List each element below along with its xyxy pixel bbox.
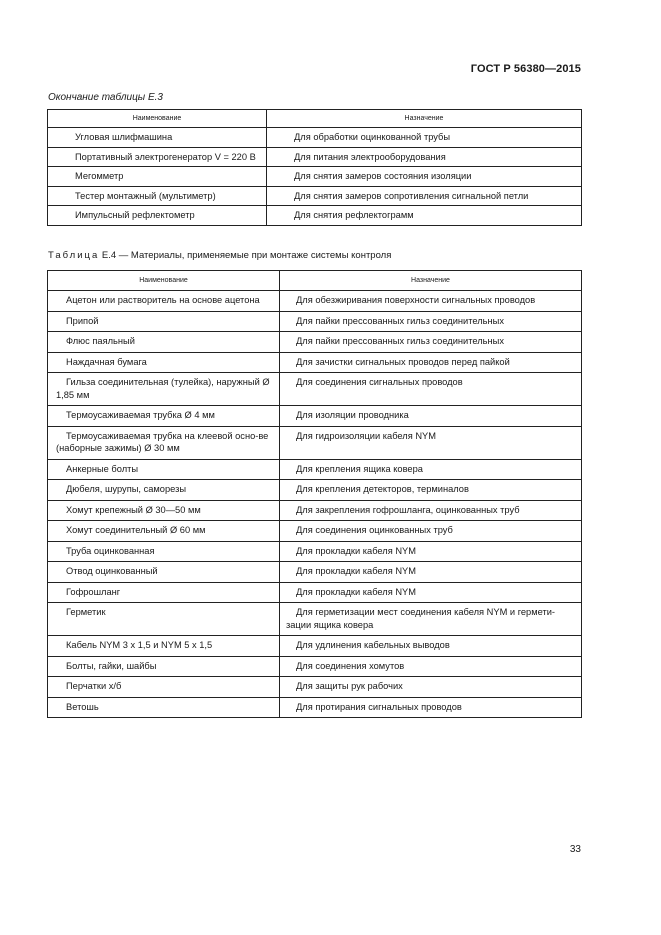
cell-name-text: Гофрошланг [66,586,121,597]
cell-purpose-text: Для гидроизоляции кабеля NYM [296,430,436,441]
cell-name [48,206,267,226]
table-header-row [48,110,582,128]
cell-name-text: Тестер монтажный (мультиметр) [75,190,216,201]
cell-name [48,697,280,718]
cell-purpose [280,521,582,542]
cell-name-text: Мегомметр [75,171,124,182]
table-row [48,541,582,562]
cell-name-text: Ветошь [66,701,99,712]
cell-purpose [280,603,582,636]
table-row [48,459,582,480]
cell-name-text: Герметик [66,607,106,617]
cell-purpose [280,426,582,459]
table-row [48,582,582,603]
table-row [48,291,582,312]
cell-name-text: Наждачная бумага [66,356,147,367]
cell-name-text: Термоусаживаемая трубка на клеевой осно-ве (наборные зажимы) Ø 30 мм [56,430,269,453]
cell-purpose [280,500,582,521]
table-row [48,186,582,206]
cell-name [48,562,280,583]
cell-name [48,480,280,501]
cell-name-text: Кабель NYM 3 х 1,5 и NYM 5 х 1,5 [66,640,213,650]
table-row [48,426,582,459]
cell-purpose-text: Для соединения хомутов [296,660,405,671]
cell-purpose [280,562,582,583]
tools-table [47,109,582,226]
cell-purpose-text: Для зачистки сигнальных проводов перед пайкой [296,356,510,367]
cell-name [48,186,267,206]
cell-purpose [280,459,582,480]
cell-purpose-text: Для прокладки кабеля NYM [296,545,416,556]
cell-name-text: Термоусаживаемая трубка Ø 4 мм [66,410,215,420]
table-e4-caption [48,250,391,261]
cell-name [48,500,280,521]
cell-purpose [280,373,582,406]
cell-name-text: Портативный электрогенератор V = 220 В [75,151,256,162]
cell-purpose [280,352,582,373]
cell-purpose-text: Для обезжиривания поверхности сигнальных проводов [296,295,536,305]
table-row [48,167,582,187]
column-header-name: Наименование [48,271,280,291]
table-row [48,128,582,148]
cell-purpose [280,582,582,603]
table-row [48,656,582,677]
cell-purpose-text: Для закрепления гофрошланга, оцинкованных труб [296,504,520,515]
cell-name [48,603,280,636]
cell-name [48,128,267,148]
cell-name-text: Ацетон или растворитель на основе ацетона [66,295,260,305]
cell-purpose-text: Для соединения оцинкованных труб [296,525,453,535]
cell-name [48,656,280,677]
cell-name [48,541,280,562]
cell-purpose [280,656,582,677]
table-title: — Материалы, применяемые при монтаже системы контроля [118,250,392,261]
column-header-purpose: Назначение [267,110,582,128]
cell-name [48,291,280,312]
cell-purpose-text: Для снятия замеров состояния изоляции [294,171,472,182]
table-row [48,147,582,167]
cell-name-text: Труба оцинкованная [66,545,155,556]
cell-name-text: Импульсный рефлектометр [75,210,195,221]
cell-name-text: Хомут крепежный Ø 30—50 мм [66,504,201,515]
cell-name-text: Дюбеля, шурупы, саморезы [66,484,187,494]
table-row [48,352,582,373]
table-header-row [48,271,582,291]
cell-purpose-text: Для обработки оцинкованной трубы [294,132,451,143]
cell-purpose [280,541,582,562]
cell-name-text: Угловая шлифмашина [75,132,173,143]
cell-name-text: Анкерные болты [66,463,139,474]
cell-name [48,426,280,459]
cell-purpose-text: Для снятия рефлектограмм [294,210,414,221]
cell-purpose [280,480,582,501]
cell-purpose-text: Для крепления детекторов, терминалов [296,484,469,494]
table-row [48,500,582,521]
cell-purpose [267,167,582,187]
cell-purpose [280,311,582,332]
cell-name [48,677,280,698]
cell-name-text: Хомут соединительный Ø 60 мм [66,525,206,535]
cell-name-text: Припой [66,315,99,326]
cell-name [48,373,280,406]
cell-purpose-text: Для защиты рук рабочих [296,681,403,691]
cell-purpose-text: Для удлинения кабельных выводов [296,640,450,650]
table-row [48,206,582,226]
cell-purpose [280,291,582,312]
cell-purpose-text: Для протирания сигнальных проводов [296,701,462,712]
cell-purpose [267,128,582,148]
table-row [48,480,582,501]
table-row [48,406,582,427]
materials-table [47,270,582,718]
cell-purpose [280,406,582,427]
table-row [48,311,582,332]
cell-purpose [267,206,582,226]
table-row [48,332,582,353]
cell-purpose-text: Для снятия замеров сопротивления сигнальной петли [294,190,529,201]
cell-purpose-text: Для изоляции проводника [296,410,409,420]
table-row [48,677,582,698]
cell-name [48,311,280,332]
table-label: Таблица [48,250,100,261]
table-row [48,636,582,657]
cell-purpose-text: Для прокладки кабеля NYM [296,566,416,576]
cell-name [48,352,280,373]
column-header-purpose: Назначение [280,271,582,291]
cell-purpose-text: Для пайки прессованных гильз соединительных [296,315,504,326]
cell-name [48,406,280,427]
cell-name [48,582,280,603]
cell-purpose [280,697,582,718]
cell-purpose-text: Для прокладки кабеля NYM [296,586,416,597]
page-number: 33 [569,844,581,855]
cell-name-text: Болты, гайки, шайбы [66,660,157,671]
standard-designation: ГОСТ Р 56380—2015 [470,63,581,75]
table-number: Е.4 [101,250,117,261]
cell-purpose [280,636,582,657]
cell-name-text: Гильза соединительная (тулейка), наружный Ø 1,85 мм [56,377,270,400]
cell-name [48,459,280,480]
cell-purpose [280,332,582,353]
cell-purpose-text: Для соединения сигнальных проводов [296,377,463,387]
cell-purpose-text: Для герметизации мест соединения кабеля NYM и гермети-зации ящика ковера [286,607,556,630]
cell-purpose-text: Для питания электрооборудования [294,151,446,162]
cell-name-text: Отвод оцинкованный [66,566,158,576]
cell-purpose [280,677,582,698]
cell-name [48,332,280,353]
cell-name-text: Флюс паяльный [66,336,135,346]
column-header-name: Наименование [48,110,267,128]
cell-purpose-text: Для крепления ящика ковера [296,463,423,474]
table-row [48,521,582,542]
cell-name [48,147,267,167]
cell-name [48,636,280,657]
cell-purpose-text: Для пайки прессованных гильз соединительных [296,336,504,346]
table-e3-continuation-caption: Окончание таблицы Е.3 [48,92,163,103]
cell-name-text: Перчатки х/б [66,681,122,691]
cell-name [48,521,280,542]
table-row [48,603,582,636]
table-row [48,562,582,583]
cell-purpose [267,147,582,167]
table-row [48,373,582,406]
cell-purpose [267,186,582,206]
cell-name [48,167,267,187]
table-row [48,697,582,718]
